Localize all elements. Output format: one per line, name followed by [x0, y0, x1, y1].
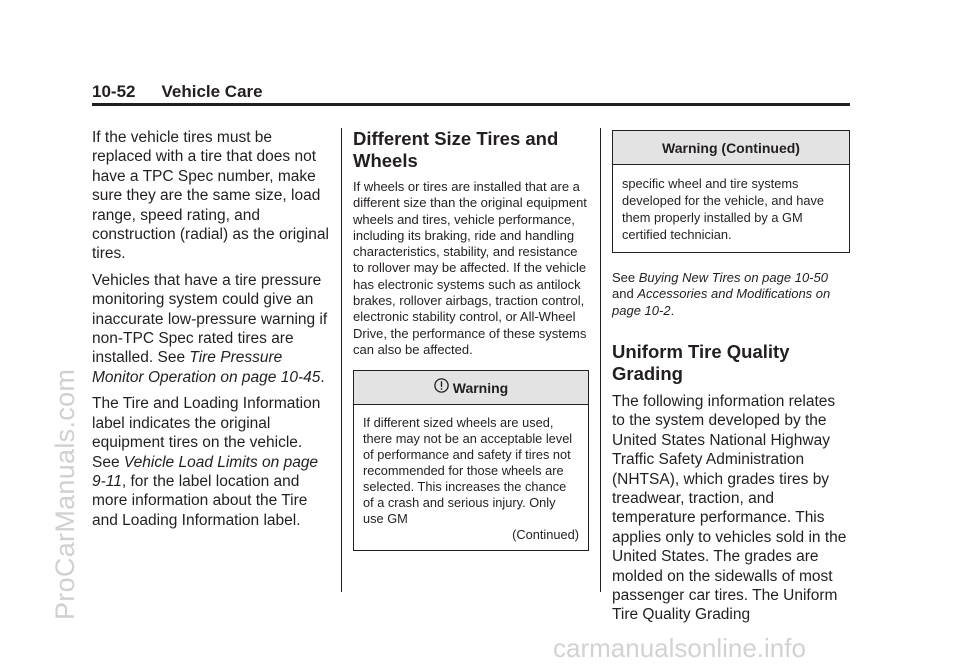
warning-header [354, 371, 588, 405]
column-divider-2 [600, 128, 601, 592]
warning-body [354, 405, 588, 550]
tpms-end: . [320, 368, 325, 386]
paragraph-uniform-tire: The following information relates to the system developed by the United States National Highway Traffic Safety Administration (NHTSA), which grades tires by treadwear, traction, and temperature performance. This applies only to vehicles sold in the United States. The grades are molded on the sidewalls of most passenger car tires. The Uniform Tire Quality Grading [612, 392, 847, 624]
page-number: 10-52 [92, 82, 136, 101]
see-text: See [612, 270, 639, 285]
link-accessories-modifications[interactable]: Accessories and Modifications on page 10-2 [612, 286, 831, 318]
tpms-text: Vehicles that have a tire pressure monitoring system could give an inaccurate low-pressure warning if non-TPC Spec rated tires are installed. See [92, 271, 328, 367]
column-1 [92, 128, 332, 537]
column-divider-1 [341, 128, 342, 592]
paragraph-different-size: If wheels or tires are installed that are a different size than the original equipment wheels and tires, vehicle performance, including its braking, ride and handling characteristics, stability, and resistance to rollover may be affected. If the vehicle has electronic systems such as antilock brakes, rollover airbags, traction control, electronic stability control, or All-Wheel Drive, the performance of these systems can also be affected. [353, 179, 587, 357]
page-header [92, 82, 263, 102]
heading-uniform-tire: Uniform Tire Quality Grading [612, 340, 790, 384]
warning-icon [434, 378, 449, 398]
side-watermark: ProCarManuals.com [50, 368, 80, 620]
header-rule [92, 103, 850, 106]
see-and: and [612, 286, 638, 302]
paragraph-tpc-spec: If the vehicle tires must be replaced with a tire that does not have a TPC Spec number, make sure they are the same size, load range, speed rating, and construction (radial) as the original tires. [92, 129, 329, 263]
tire-loading-text: The Tire and Loading Information label indicates the original equipment tires on the vehicle. See [92, 395, 321, 471]
footer-watermark: carmanualsonline.info [553, 633, 806, 663]
link-vehicle-load-limits[interactable]: Vehicle Load Limits on page 9-11 [92, 453, 319, 490]
warning-continued: (Continued) [512, 527, 579, 543]
warning-text: If different sized wheels are used, there may not be an acceptable level of performance and safety if tires not recommended for those wheels are selected. This increases the chance of a crash and serious injury. Only use GM [363, 415, 573, 527]
column-3 [612, 130, 852, 632]
section-title: Vehicle Care [161, 82, 263, 101]
warning-title: Warning [452, 380, 509, 397]
warning-continued-header: Warning (Continued) [613, 131, 849, 165]
paragraph-tpms [92, 271, 332, 387]
link-tire-pressure-monitor[interactable]: Tire Pressure Monitor Operation on page 10-45 [92, 349, 321, 386]
tire-loading-end: , for the label location and more information about the Tire and Loading Information label. [92, 472, 308, 529]
heading-different-size: Different Size Tires and Wheels [353, 128, 559, 171]
paragraph-tire-loading [92, 394, 332, 530]
link-buying-new-tires[interactable]: Buying New Tires on page 10-50 [638, 270, 828, 285]
column-2 [353, 128, 589, 551]
see-also [612, 270, 848, 319]
warning-box [353, 370, 589, 551]
warning-continued-box [612, 130, 850, 253]
warning-continued-text: specific wheel and tire systems developed for the vehicle, and have them properly installed by a GM certified technician. [622, 176, 825, 242]
warning-continued-body [613, 165, 849, 252]
see-end: . [670, 302, 675, 318]
